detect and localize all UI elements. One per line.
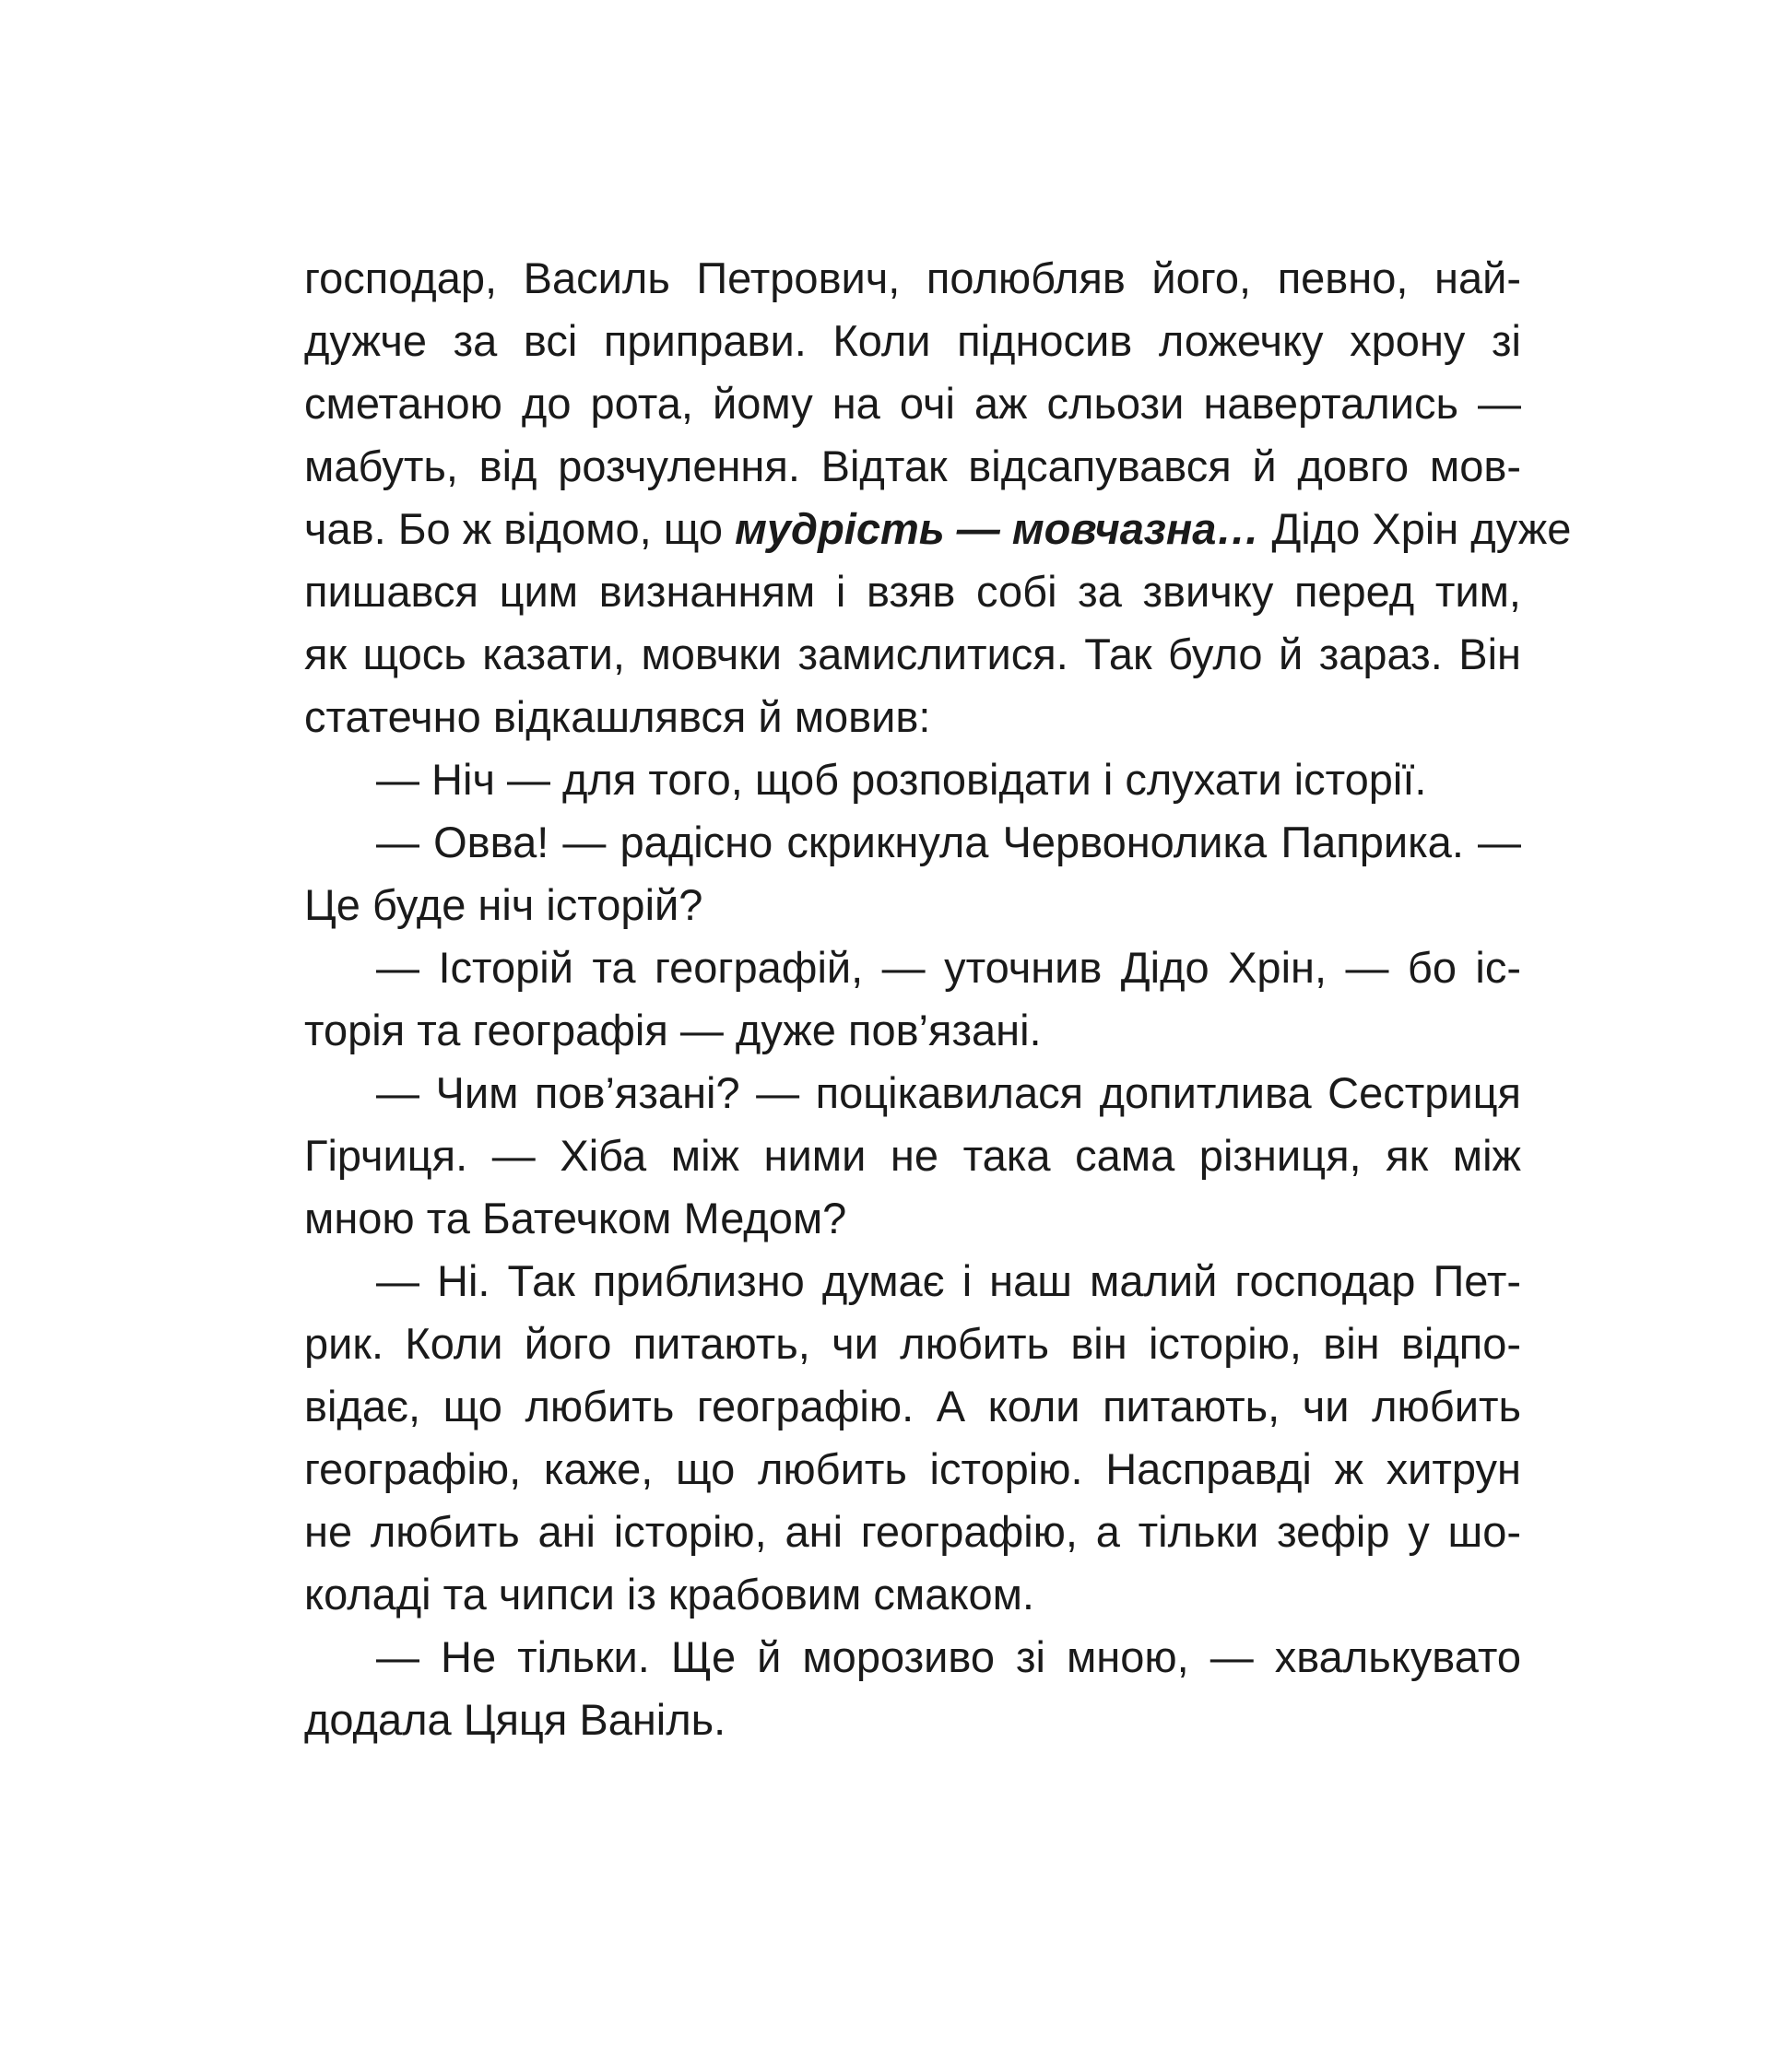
dialogue-line: — Овва! — радісно скрикнула Червонолика Паприка. — [376, 818, 1521, 866]
dialogue-line: — Не тільки. Ще й морозиво зі мною, — хвалькувато [376, 1632, 1521, 1681]
text-line: торія та географія — дуже пов’язані. [304, 1006, 1042, 1054]
text-line: сметаною до рота, йому на очі аж сльози навертались — [304, 379, 1521, 428]
text-line: Гірчиця. — Хіба між ними не така сама різниця, як між [304, 1131, 1521, 1180]
text-line: господар, Василь Петрович, полюбляв його, певно, най- [304, 253, 1521, 302]
text-line: географію, каже, що любить історію. Насправді ж хитрун [304, 1444, 1521, 1493]
text-line: рик. Коли його питають, чи любить він історію, він відпо- [304, 1319, 1521, 1368]
emphasized-phrase: мудрість — мовчазна… [735, 504, 1260, 553]
text-run: Дідо Хрін дуже [1259, 504, 1572, 553]
book-page-text [304, 247, 1572, 1751]
text-line: пишався цим визнанням і взяв собі за звичку перед тим, [304, 567, 1521, 616]
text-line: не любить ані історію, ані географію, а тільки зефір у шо- [304, 1507, 1521, 1556]
dialogue-line: — Ніч — для того, щоб розповідати і слухати історії. [376, 755, 1427, 804]
text-line: мною та Батечком Медом? [304, 1194, 847, 1242]
text-line: додала Цяця Ваніль. [304, 1695, 726, 1744]
text-line: дужче за всі приправи. Коли підносив ложечку хрону зі [304, 316, 1521, 365]
text-line: статечно відкашлявся й мовив: [304, 692, 931, 741]
dialogue-line: — Чим пов’язані? — поцікавилася допитлива Сестриця [376, 1068, 1521, 1117]
text-line [304, 498, 1572, 560]
text-line: Це буде ніч історій? [304, 880, 703, 929]
text-line: коладі та чипси із крабовим смаком. [304, 1570, 1034, 1619]
text-run: чав. Бо ж відомо, що [304, 504, 736, 553]
text-line: як щось казати, мовчки замислитися. Так було й зараз. Він [304, 630, 1521, 678]
dialogue-line: — Ні. Так приблизно думає і наш малий господар Пет- [376, 1256, 1521, 1305]
text-line: мабуть, від розчулення. Відтак відсапувався й довго мов- [304, 441, 1521, 490]
text-line: відає, що любить географію. А коли питають, чи любить [304, 1382, 1521, 1430]
dialogue-line: — Історій та географій, — уточнив Дідо Хрін, — бо іс- [376, 943, 1521, 992]
